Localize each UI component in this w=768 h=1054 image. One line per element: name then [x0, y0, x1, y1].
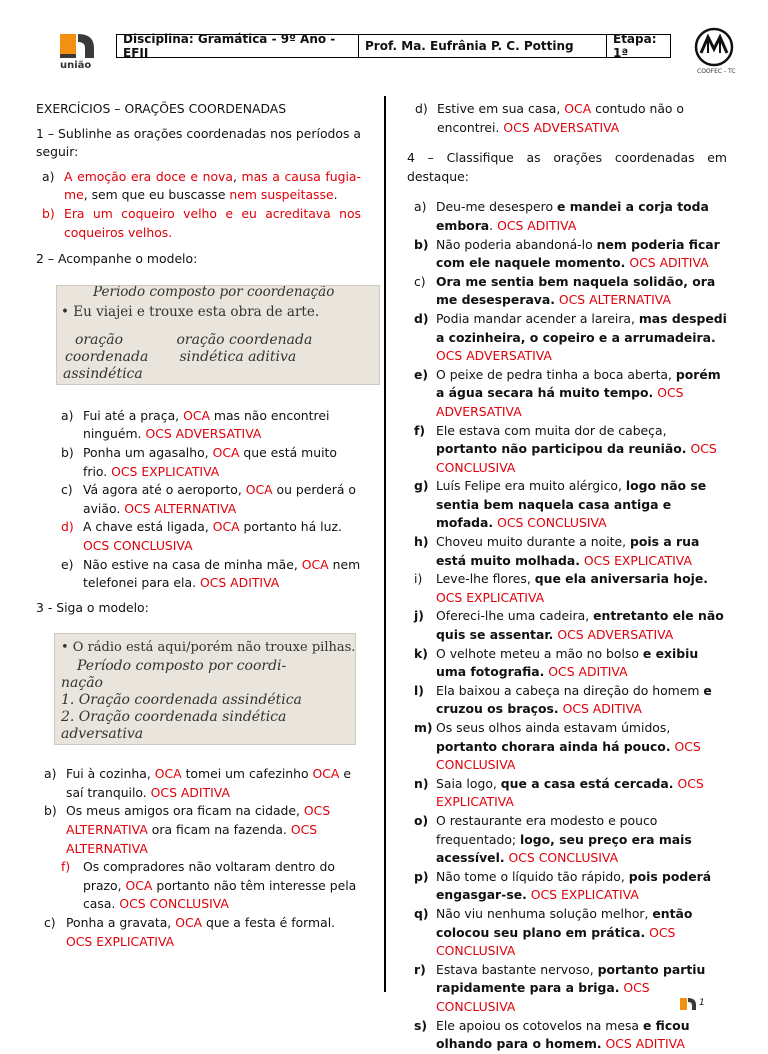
q4-7-part-0: Choveu muito durante a noite,: [436, 534, 631, 550]
q4-marker: m): [414, 720, 433, 735]
q4-1-part-1: nem poderia ficar com ele naquele momento.: [436, 236, 720, 271]
q4-3-part-1: mas despedi a cozinheira, o copeiro e a arrumadeira.: [436, 310, 727, 345]
q4-15-part-3: OCS EXPLICATIVA: [530, 887, 639, 903]
footer-logo-icon: [680, 996, 696, 1014]
q3-model-image: [54, 633, 356, 745]
q4-marker: r): [414, 961, 426, 977]
q4-0-part-2: .: [489, 217, 498, 233]
q1-a-end: .: [333, 187, 338, 203]
q2-2-part-2: ou perderá o avião.: [83, 482, 356, 516]
q3-0-part-5: OCS ADITIVA: [150, 784, 230, 800]
q4-9-part-3: OCS ADVERSATIVA: [557, 627, 674, 643]
q2-list: [36, 407, 361, 593]
q2-img-line4: coordenada sindética aditiva: [65, 348, 297, 365]
q4-5-part-0: Ele estava com muita dor de cabeça,: [436, 422, 667, 438]
q2-img-line1: Período composto por coordenação: [93, 284, 335, 300]
q4-5-part-3: OCS CONCLUSIVA: [436, 441, 717, 475]
q4-8-part-1: que ela aniversaria hoje.: [534, 571, 708, 587]
q4-item: [414, 1017, 727, 1054]
q4-item: [414, 310, 727, 366]
disciplina-cell: Disciplina: Gramática - 9º Ano - EFII: [117, 35, 359, 57]
q4-11-part-0: Ela baixou a cabeça na direção do homem: [436, 682, 704, 698]
coofec-text: COOFEC - TC: [697, 68, 736, 75]
q2-3-part-3: OCS CONCLUSIVA: [83, 537, 193, 553]
q4-1-part-0: Não poderia abandoná-lo: [436, 236, 597, 252]
q4-16-part-1: então colocou seu plano em prática.: [436, 905, 693, 940]
right-column: [407, 100, 727, 1054]
q1-prompt: 1 – Sublinhe as orações coordenadas nos períodos a seguir:: [36, 125, 361, 160]
q3-1-part-0: Os meus amigos ora ficam na cidade,: [66, 803, 304, 819]
q1-item-b: b) Era um coqueiro velho e eu acreditava nos coqueiros velhos.: [42, 205, 361, 240]
q2-2-part-1: OCA: [245, 482, 273, 498]
q4-item: [414, 570, 727, 607]
q4-13-part-1: que a casa está cercada.: [500, 775, 674, 791]
q3-1-part-2: ora ficam na fazenda.: [147, 822, 291, 838]
q3-d-marker: d): [415, 101, 428, 116]
q2-4-part-3: OCS ADITIVA: [199, 575, 280, 591]
q4-12-part-1: portanto chorara ainda há pouco.: [436, 738, 671, 754]
q2-2-part-0: Vá agora até o aeroporto,: [83, 482, 246, 498]
q2-4-part-0: Não estive na casa de minha mãe,: [83, 556, 302, 572]
q2-marker: c): [61, 482, 73, 498]
q4-15-part-0: Não tome o líquido tão rápido,: [436, 868, 629, 884]
q4-5-part-1: portanto não participou da reunião.: [436, 441, 687, 457]
q2-0-part-0: Fui até a praça,: [83, 407, 184, 423]
q4-6-part-1: logo não se sentia bem naquela casa antiga e mofada.: [436, 478, 707, 531]
q4-10-part-3: OCS ADITIVA: [548, 664, 628, 680]
page-number: 1: [699, 998, 705, 1008]
q4-marker: b): [414, 236, 429, 252]
q2-img-line2: • Eu viajei e trouxe esta obra de arte.: [61, 303, 320, 320]
q4-marker: j): [414, 608, 424, 624]
q3-d-part-0: Estive em sua casa,: [437, 101, 565, 116]
q4-18-part-1: e ficou olhando para o homem.: [436, 1017, 690, 1052]
q4-16-part-0: Não viu nenhuma solução melhor,: [436, 905, 653, 921]
q3-d-part-1: OCA: [564, 101, 592, 116]
coofec-logo-icon: [694, 27, 734, 67]
q4-4-part-0: O peixe de pedra tinha a boca aberta,: [436, 366, 676, 382]
q4-marker: g): [414, 478, 429, 494]
q3-d-part-2: contudo não o encontrei.: [437, 101, 685, 135]
q4-item: [414, 812, 727, 868]
q3-3-part-0: Ponha a gravata,: [66, 915, 176, 931]
q2-item: [61, 407, 361, 444]
q3-1-part-1: OCS ALTERNATIVA: [66, 803, 331, 838]
q2-marker: b): [61, 444, 74, 460]
header-table: [116, 34, 671, 58]
q4-1-part-3: OCS ADITIVA: [629, 255, 709, 271]
q1-item-a: a) A emoção era doce e nova, mas a causa fugia-me, sem que eu buscasse nem suspeitasse.: [42, 168, 361, 203]
q2-1-part-2: que está muito frio.: [83, 444, 337, 479]
q4-3-part-3: OCS ADVERSATIVA: [436, 348, 552, 364]
q4-marker: k): [414, 645, 428, 661]
q3-item-d: [415, 100, 727, 137]
q4-17-part-1: portanto partiu rapidamente para a briga.: [436, 961, 706, 996]
q4-marker: s): [414, 1017, 428, 1033]
q4-marker: f): [414, 422, 426, 438]
q4-marker: p): [414, 868, 429, 884]
q3-img-line1: • O rádio está aqui/porém não trouxe pilhas.: [61, 640, 356, 656]
q4-marker: q): [414, 905, 429, 921]
q3-img-line6: adversativa: [61, 726, 144, 743]
q4-2-part-0: Ora me sentia bem naquela solidão, ora me desesperava.: [436, 273, 716, 308]
q4-0-part-1: e mandei a corja toda embora: [436, 199, 709, 233]
q4-0-part-3: OCS ADITIVA: [497, 217, 577, 233]
q3-1-part-3: OCS ALTERNATIVA: [66, 822, 318, 856]
q3-marker: b): [44, 803, 57, 819]
q3-2-part-3: OCS CONCLUSIVA: [119, 896, 229, 912]
q3-2-part-0: Os compradores não voltaram dentro do prazo,: [83, 859, 335, 893]
q3-img-line3: nação: [61, 675, 103, 692]
q4-item: [414, 198, 727, 235]
q4-marker: d): [414, 310, 429, 326]
q4-2-part-2: OCS ALTERNATIVA: [558, 292, 671, 308]
q1-a-sep: ,: [232, 168, 242, 184]
q2-0-part-2: mas não encontrei ninguém.: [83, 407, 330, 442]
q4-item: [414, 366, 727, 422]
q4-marker: l): [414, 682, 424, 698]
q3-continued-list: [407, 100, 727, 137]
q3-2-part-2: portanto não têm interesse pela casa.: [83, 877, 357, 912]
q4-0-part-0: Deu-me desespero: [436, 199, 557, 215]
q4-marker: n): [414, 775, 429, 791]
q2-1-part-3: OCS EXPLICATIVA: [111, 463, 220, 479]
q2-3-part-1: OCA: [212, 519, 240, 535]
q3-img-line5: 2. Oração coordenada sindética: [61, 709, 287, 726]
q2-0-part-1: OCA: [183, 407, 210, 423]
q4-item: [414, 273, 727, 310]
column-divider: [384, 96, 386, 992]
q3-0-part-4: e saí tranquilo.: [66, 766, 351, 800]
q4-10-part-0: O velhote meteu a mão no bolso: [436, 645, 643, 661]
q4-item: [414, 607, 727, 644]
q2-4-part-1: OCA: [301, 556, 329, 572]
q4-marker: a): [414, 199, 427, 215]
q4-7-part-3: OCS EXPLICATIVA: [583, 552, 692, 568]
q4-12-part-0: Os seus olhos ainda estavam úmidos,: [436, 720, 671, 735]
q4-6-part-0: Luís Felipe era muito alérgico,: [436, 478, 626, 494]
q2-marker: e): [61, 556, 74, 572]
q2-item: [61, 444, 361, 481]
q4-4-part-1: porém a água secara há muito tempo.: [436, 366, 721, 401]
q2-4-part-2: nem telefonei para ela.: [83, 556, 361, 591]
q2-model-image: [56, 285, 380, 385]
etapa-cell: Etapa: 1ª: [613, 32, 657, 60]
q4-item: [414, 236, 727, 273]
q4-11-part-3: OCS ADITIVA: [562, 701, 642, 717]
q2-3-part-2: portanto há luz.: [239, 519, 342, 535]
q4-item: [414, 775, 727, 812]
q4-9-part-0: Ofereci-lhe uma cadeira,: [436, 608, 594, 624]
q3-marker: a): [44, 766, 57, 782]
q4-marker: i): [414, 571, 423, 587]
q3-prompt: 3 - Siga o modelo:: [36, 599, 149, 615]
q3-3-part-3: OCS EXPLICATIVA: [66, 933, 175, 949]
q2-1-part-0: Ponha um agasalho,: [83, 444, 213, 460]
q1-b-text: Era um coqueiro velho e eu acreditava nos coqueiros velhos.: [64, 205, 361, 240]
q4-list: [407, 198, 727, 1053]
q2-img-line5: assindética: [63, 365, 143, 382]
q3-0-part-1: OCA: [154, 766, 182, 782]
q3-0-part-2: tomei um cafezinho: [181, 766, 313, 782]
left-column: [36, 100, 361, 951]
q3-item: [44, 914, 361, 951]
q4-4-part-3: OCS ADVERSATIVA: [436, 385, 684, 419]
q4-15-part-1: pois poderá engasgar-se.: [436, 868, 712, 903]
q2-marker: d): [61, 519, 74, 535]
q4-7-part-1: pois a rua está muito molhada.: [436, 534, 700, 568]
q4-item: [414, 719, 727, 775]
q1-a-clause1: A emoção era doce e nova: [64, 168, 233, 184]
q2-item: [61, 481, 361, 518]
q4-12-part-3: OCS CONCLUSIVA: [436, 738, 701, 773]
q3-item: [44, 802, 361, 858]
q4-17-part-3: OCS CONCLUSIVA: [436, 980, 650, 1014]
q3-3-part-2: que a festa é formal.: [202, 915, 336, 931]
q4-13-part-3: OCS EXPLICATIVA: [436, 775, 704, 810]
q2-marker: a): [61, 407, 74, 423]
q3-0-part-3: OCA: [312, 766, 340, 782]
q2-prompt: 2 – Acompanhe o modelo:: [36, 251, 198, 267]
q3-img-line4: 1. Oração coordenada assindética: [61, 692, 302, 709]
q4-item: [414, 645, 727, 682]
q3-d-part-3: OCS ADVERSATIVA: [503, 119, 620, 135]
q4-11-part-1: e cruzou os braços.: [436, 682, 712, 717]
q2-3-part-0: A chave está ligada,: [83, 519, 213, 535]
q2-img-line3: oração oração coordenada: [75, 331, 313, 348]
q4-18-part-3: OCS ADITIVA: [605, 1036, 685, 1052]
q3-img-line2: Período composto por coordi-: [77, 658, 287, 675]
q1-list: [36, 168, 361, 242]
q3-3-part-1: OCA: [175, 915, 203, 931]
q3-item: [61, 858, 361, 914]
professor-cell: Prof. Ma. Eufrânia P. C. Potting: [359, 35, 607, 57]
q4-marker: e): [414, 366, 429, 382]
q4-18-part-0: Ele apoiou os cotovelos na mesa: [436, 1017, 643, 1033]
q2-item: [61, 518, 361, 555]
q2-2-part-3: OCS ALTERNATIVA: [124, 500, 237, 516]
q2-item: [61, 556, 361, 593]
q4-6-part-3: OCS CONCLUSIVA: [497, 515, 607, 531]
q4-marker: c): [414, 273, 426, 289]
q4-16-part-3: OCS CONCLUSIVA: [436, 924, 676, 959]
q4-3-part-0: Podia mandar acender a lareira,: [436, 310, 639, 326]
q3-marker: c): [44, 915, 56, 931]
q4-10-part-1: e exibiu uma fotografia.: [436, 645, 699, 680]
q4-14-part-1: logo, seu preço era mais acessível.: [436, 831, 692, 866]
q4-14-part-0: O restaurante era modesto e pouco frequentado;: [436, 812, 658, 847]
q4-item: [414, 422, 727, 478]
q3-list: [36, 765, 361, 951]
q4-marker: h): [414, 534, 429, 550]
q1-a-mid: , sem que eu buscasse: [83, 187, 230, 203]
logo-text: união: [60, 60, 92, 71]
q4-8-part-0: Leve-lhe flores,: [436, 571, 535, 587]
q4-17-part-0: Estava bastante nervoso,: [436, 961, 598, 977]
q3-item: [44, 765, 361, 802]
page-title: EXERCÍCIOS – ORAÇÕES COORDENADAS: [36, 101, 287, 116]
q2-1-part-1: OCA: [212, 444, 240, 460]
q3-0-part-0: Fui à cozinha,: [66, 766, 155, 782]
q1-a-clause3: nem suspeitasse: [229, 187, 334, 203]
q1-a-clause2: mas a causa fugia-me: [64, 168, 361, 203]
q4-9-part-1: entretanto ele não quis se assentar.: [436, 608, 724, 643]
q4-14-part-3: OCS CONCLUSIVA: [508, 850, 619, 866]
q4-item: [414, 477, 727, 533]
q4-marker: o): [414, 812, 429, 828]
q4-prompt: 4 – Classifique as orações coordenadas em destaque:: [407, 150, 727, 184]
q4-item: [414, 905, 727, 961]
q2-0-part-3: OCS ADVERSATIVA: [145, 426, 262, 442]
q4-8-part-3: OCS EXPLICATIVA: [436, 589, 545, 605]
q3-2-part-1: OCA: [125, 877, 153, 893]
q4-13-part-0: Saia logo,: [436, 775, 501, 791]
q4-item: [414, 533, 727, 570]
q4-item: [414, 868, 727, 905]
q4-item: [414, 682, 727, 719]
q3-marker: f): [61, 859, 71, 875]
